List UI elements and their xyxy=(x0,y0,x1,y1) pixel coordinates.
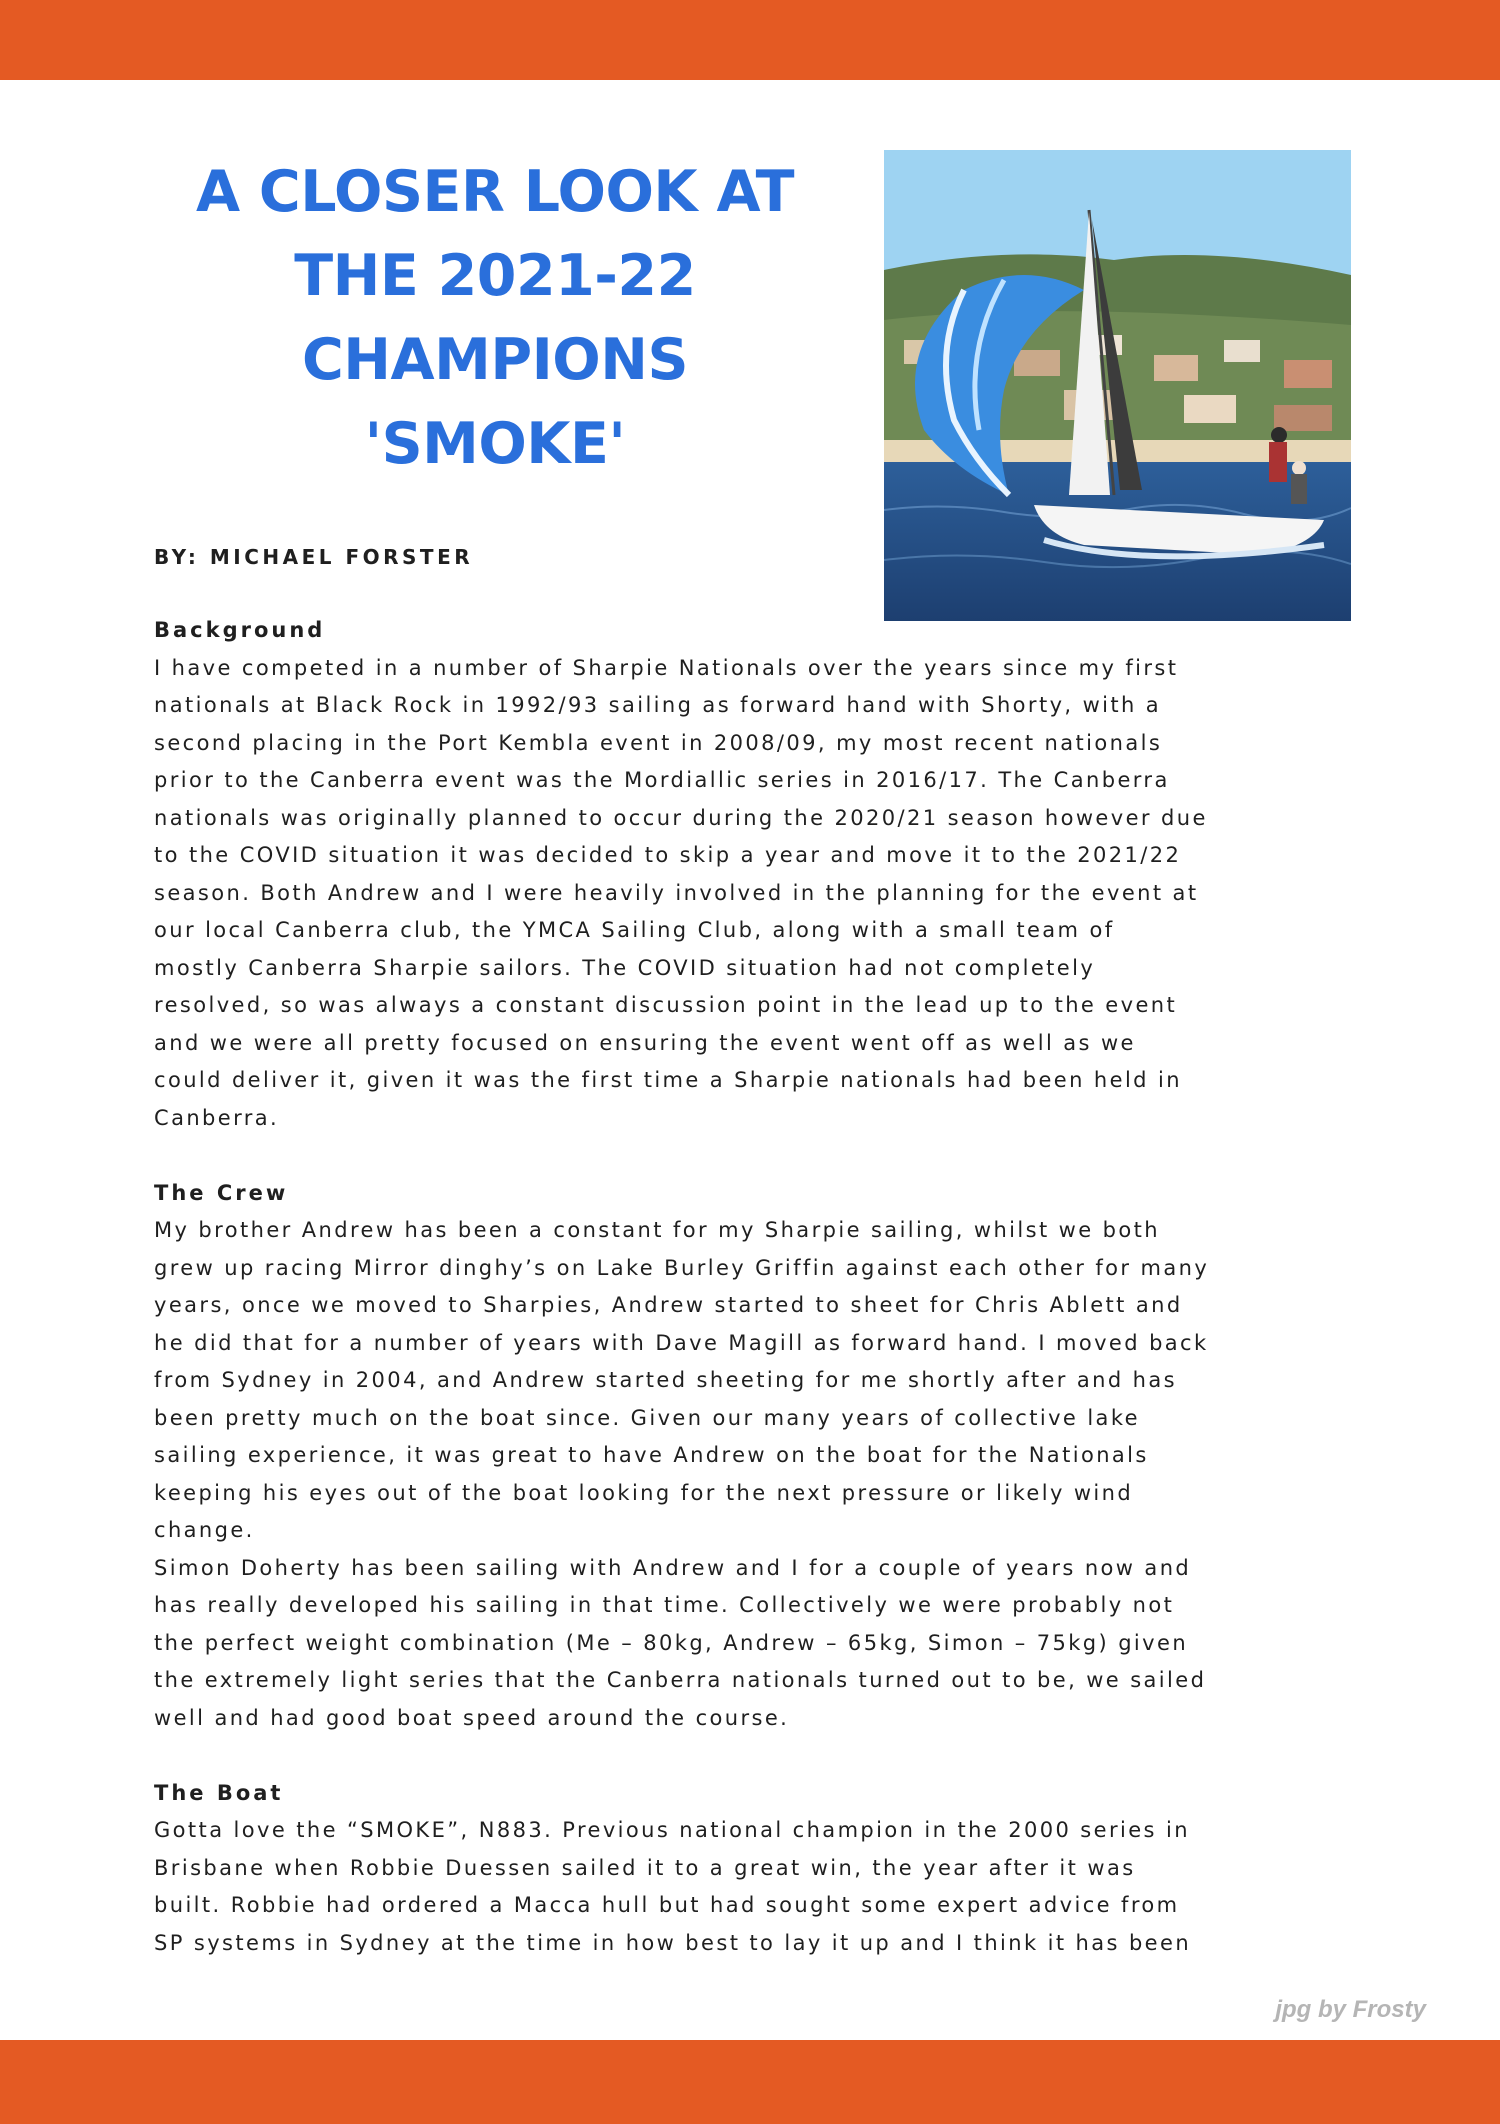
section-heading: The Crew xyxy=(154,1180,289,1205)
paragraph-line: has really developed his sailing in that time. Collectively we were probably not xyxy=(154,1593,1175,1617)
title-line: THE 2021-22 xyxy=(294,243,696,309)
paragraph-line: years, once we moved to Sharpies, Andrew started to sheet for Chris Ablett and xyxy=(154,1293,1183,1317)
paragraph-line: Gotta love the “SMOKE”, N883. Previous national champion in the 2000 series in xyxy=(154,1818,1190,1842)
paragraph-line: resolved, so was always a constant discussion point in the lead up to the event xyxy=(154,993,1178,1017)
paragraph-line: second placing in the Port Kembla event in 2008/09, my most recent nationals xyxy=(154,730,1163,755)
paragraph-line: been pretty much on the boat since. Given our many years of collective lake xyxy=(154,1405,1140,1430)
sailing-photo xyxy=(884,150,1351,621)
section-background xyxy=(154,612,1364,1137)
paragraph-line: nationals was originally planned to occur during the 2020/21 season however due xyxy=(154,805,1208,830)
paragraph-line: season. Both Andrew and I were heavily involved in the planning for the event at xyxy=(154,880,1199,905)
paragraph-line: Simon Doherty has been sailing with Andrew and I for a couple of years now and xyxy=(154,1555,1192,1580)
article-body xyxy=(154,612,1364,1962)
bottom-orange-band xyxy=(0,2040,1500,2124)
section-spacer xyxy=(154,1137,1364,1175)
paragraph-line: the perfect weight combination (Me – 80kg, Andrew – 65kg, Simon – 75kg) given xyxy=(154,1630,1189,1655)
paragraph-line: I have competed in a number of Sharpie Nationals over the years since my first xyxy=(154,655,1179,680)
paragraph-line: nationals at Black Rock in 1992/93 sailing as forward hand with Shorty, with a xyxy=(154,693,1162,717)
paragraph-line: he did that for a number of years with Dave Magill as forward hand. I moved back xyxy=(154,1330,1209,1355)
section-heading: Background xyxy=(154,618,326,642)
paragraph-line: keeping his eyes out of the boat looking for the next pressure or likely wind xyxy=(154,1480,1134,1505)
section-boat xyxy=(154,1775,1364,1963)
watermark: jpg by Frosty xyxy=(1275,1996,1426,2023)
paragraph-line: the extremely light series that the Canberra nationals turned out to be, we sailed xyxy=(154,1668,1207,1692)
page-title xyxy=(170,150,820,486)
paragraph-line: Canberra. xyxy=(154,1105,280,1130)
paragraph-line: to the COVID situation it was decided to skip a year and move it to the 2021/22 xyxy=(154,843,1182,867)
paragraph-line: grew up racing Mirror dinghy’s on Lake Burley Griffin against each other for many xyxy=(154,1255,1210,1280)
paragraph-line: well and had good boat speed around the course. xyxy=(154,1705,790,1730)
paragraph-line: our local Canberra club, the YMCA Sailing Club, along with a small team of xyxy=(154,918,1115,942)
paragraph-line: SP systems in Sydney at the time in how best to lay it up and I think it has been xyxy=(154,1930,1192,1955)
paragraph-line: Brisbane when Robbie Duessen sailed it to a great win, the year after it was xyxy=(154,1855,1136,1880)
section-spacer xyxy=(154,1737,1364,1775)
top-orange-band xyxy=(0,0,1500,80)
paragraph-line: prior to the Canberra event was the Mordiallic series in 2016/17. The Canberra xyxy=(154,768,1170,792)
title-line: A CLOSER LOOK AT xyxy=(195,159,795,225)
paragraph-line: mostly Canberra Sharpie sailors. The COVID situation had not completely xyxy=(154,955,1096,980)
section-crew xyxy=(154,1175,1364,1738)
paragraph-line: and we were all pretty focused on ensuring the event went off as well as we xyxy=(154,1030,1136,1055)
paragraph-line: could deliver it, given it was the first time a Sharpie nationals had been held in xyxy=(154,1068,1182,1092)
title-line: CHAMPIONS xyxy=(301,327,689,393)
paragraph-line: from Sydney in 2004, and Andrew started sheeting for me shortly after and has xyxy=(154,1368,1177,1392)
byline: BY: MICHAEL FORSTER xyxy=(154,545,474,569)
paragraph-line: sailing experience, it was great to have Andrew on the boat for the Nationals xyxy=(154,1443,1149,1467)
paragraph-line: change. xyxy=(154,1518,255,1542)
paragraph-line: My brother Andrew has been a constant for my Sharpie sailing, whilst we both xyxy=(154,1218,1160,1242)
paragraph-line: built. Robbie had ordered a Macca hull but had sought some expert advice from xyxy=(154,1893,1180,1917)
section-heading: The Boat xyxy=(154,1780,284,1805)
title-line: 'SMOKE' xyxy=(364,411,626,477)
